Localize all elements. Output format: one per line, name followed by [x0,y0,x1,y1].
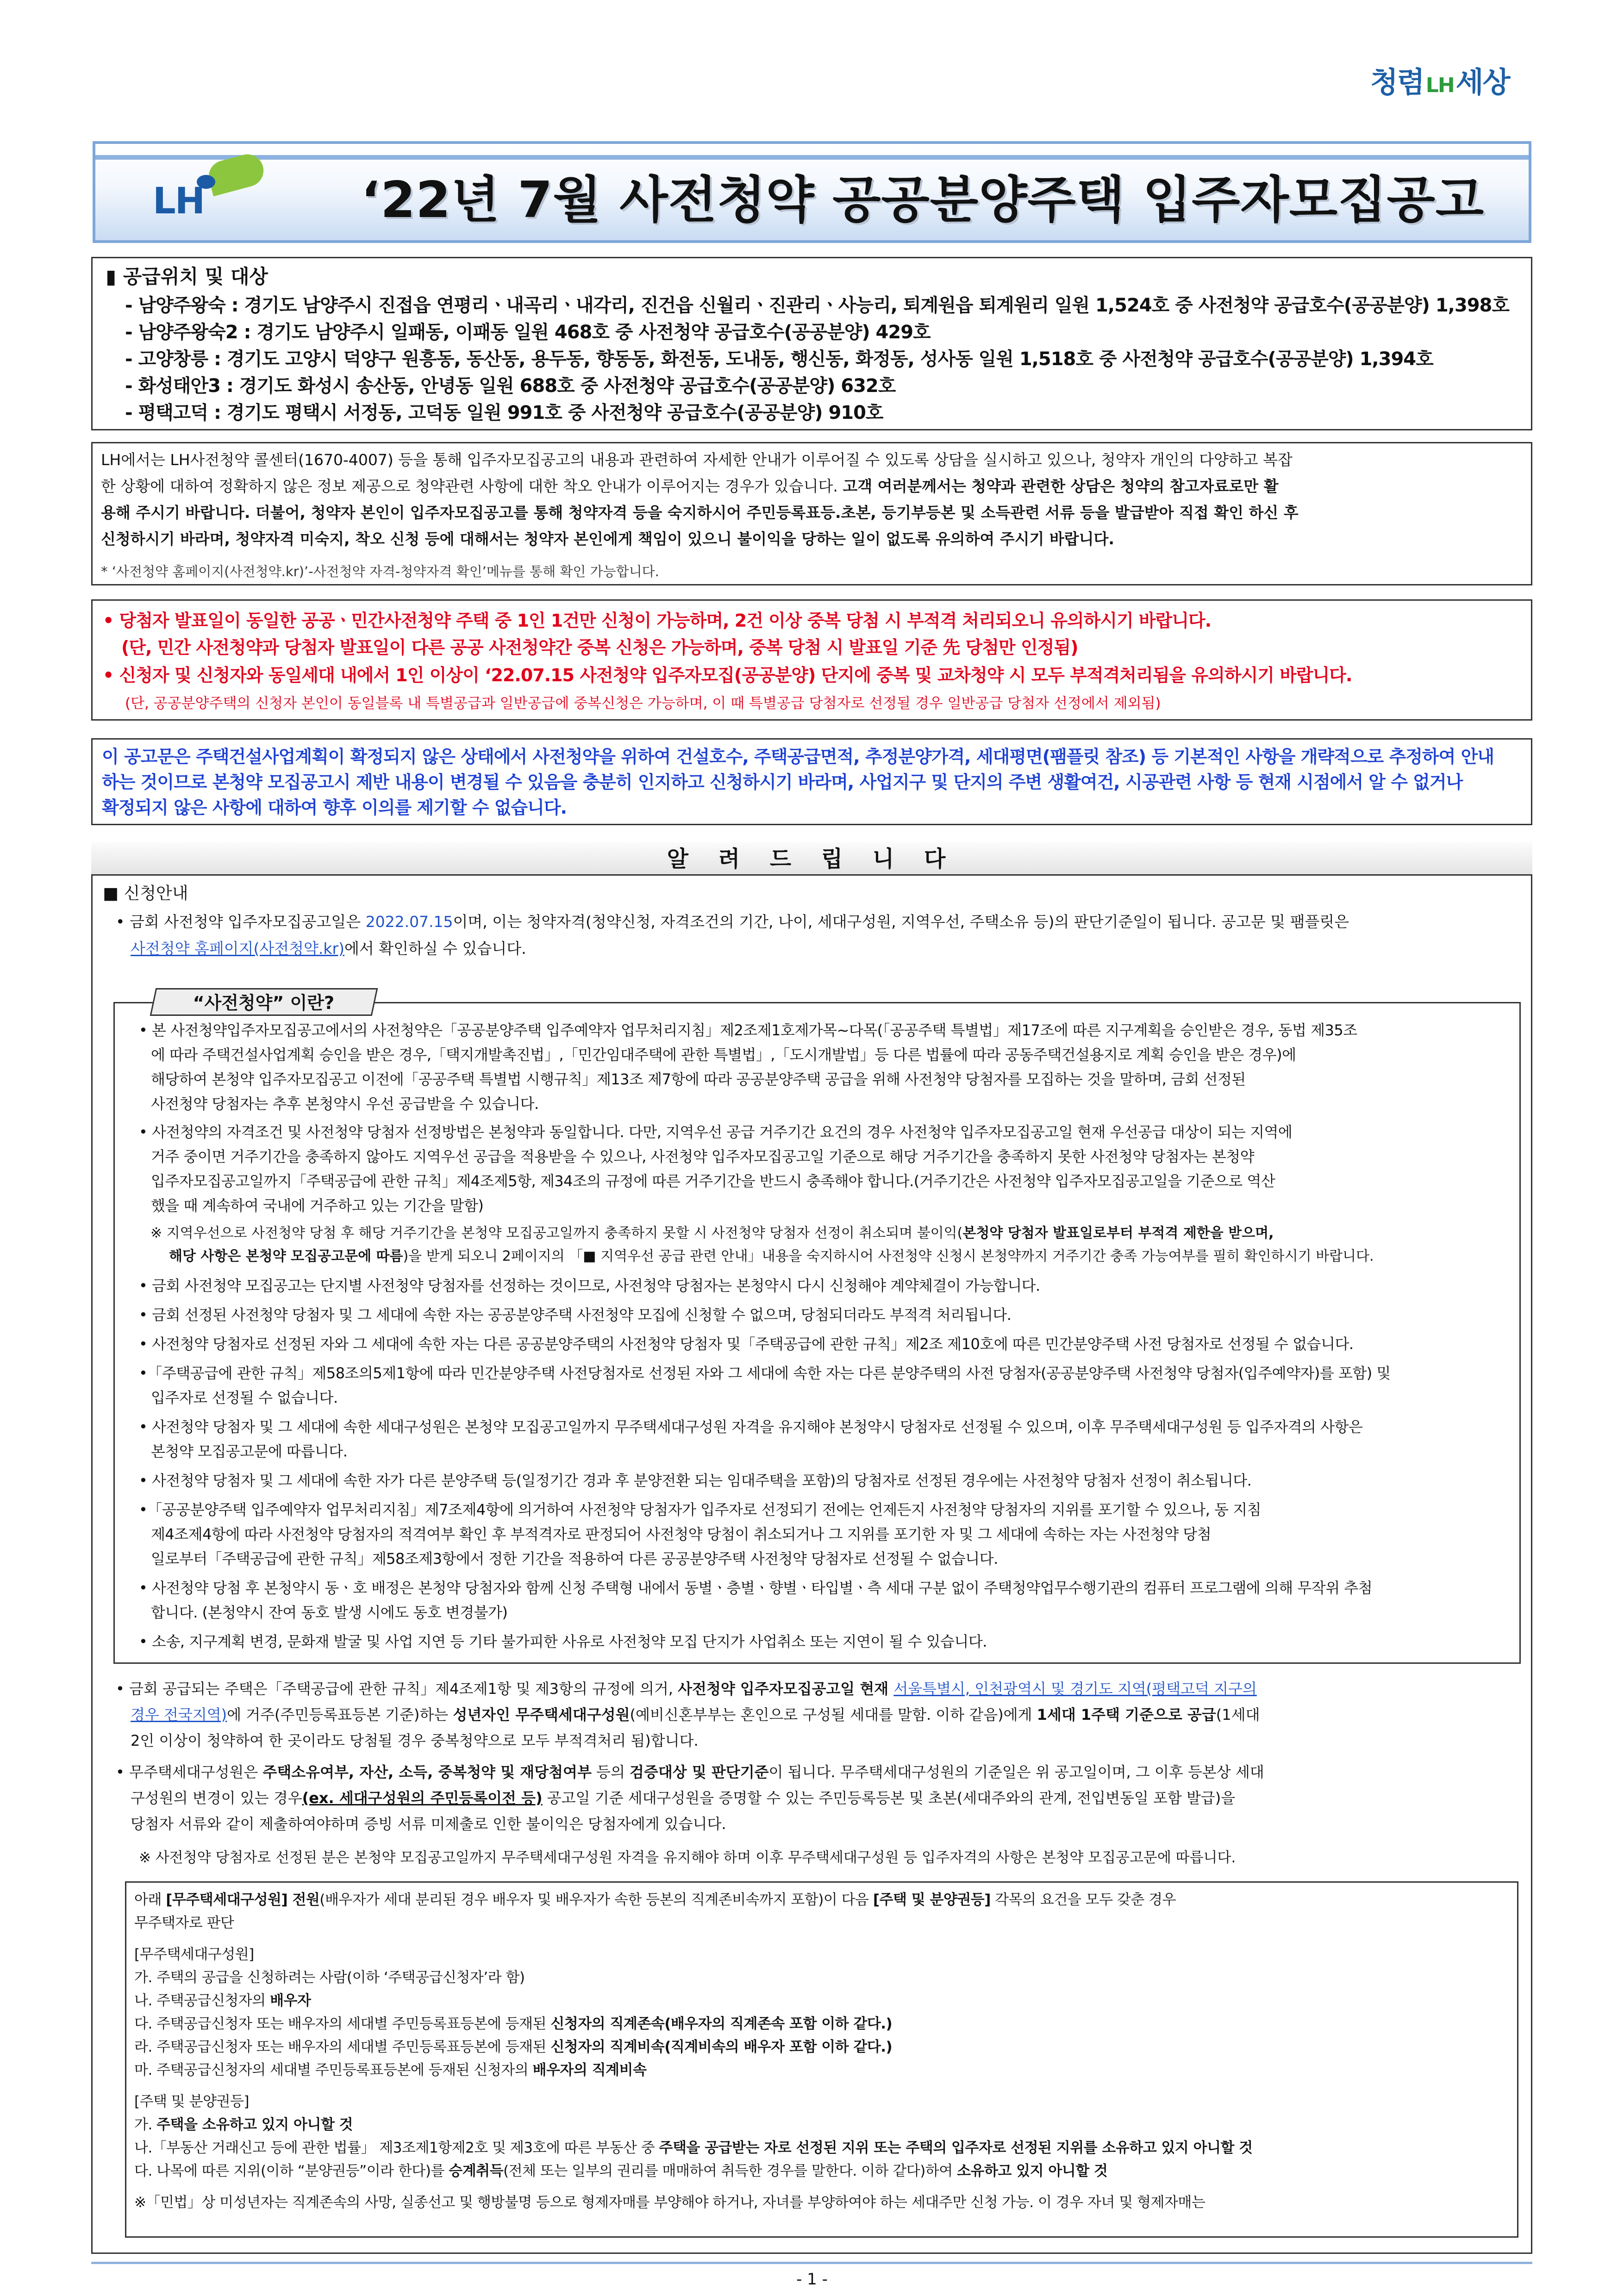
inner-line: 합니다. (본청약시 잔여 동호 발생 시에도 동호 변경불가) [151,1604,508,1621]
supply-criteria-paragraph: 경우 전국지역)에 거주(주민등록표등본 기준)하는 성년자인 무주택세대구성원(예비신혼부부는 혼인으로 구성될 세대를 말함. 이하 같음)에게 1세대 1주택 기준으로 공급(1세대 [131,1706,1260,1724]
warning-line: • 신청자 및 신청자와 동일세대 내에서 1인 이상이 ‘22.07.15 사전청약 입주자모집(공공분양) 단지에 중복 및 교차청약 시 모두 부적격처리됨을 유의하시기 바랍니다. [103,665,1352,685]
household-paragraph: • 무주택세대구성원은 주택소유여부, 자산, 소득, 중복청약 및 재당첨여부 등의 검증대상 및 판단기준이 됩니다. 무주택세대구성원의 기준일은 위 공고일이며, 그 이후 등본상 세대 [116,1763,1264,1781]
inner-line: 했을 때 계속하여 국내에 거주하고 있는 기간을 말함) [151,1197,484,1214]
inner-line: •「주택공급에 관한 규칙」제58조의5제1항에 따라 민간분양주택 사전당첨자로 선정된 자와 그 세대에 속한 자는 다른 분양주택의 사전 당첨자(공공분양주택 사전청약 당첨자(입주예약자)를 포함) 및 [139,1364,1391,1382]
announce-paragraph: • 금회 사전청약 입주자모집공고일은 2022.07.15이며, 이는 청약자격(청약신청, 자격조건의 기간, 나이, 세대구성원, 지역우선, 주택소유 등)의 판단기준일이 됩니다. 공고문 및 팸플릿은 [116,913,1349,931]
footer-divider [91,2262,1532,2264]
supply-criteria-paragraph: • 금회 공급되는 주택은「주택공급에 관한 규칙」제4조제1항 및 제3항의 규정에 의거, 사전청약 입주자모집공고일 현재 서울특별시, 인천광역시 및 경기도 지역(평택고덕 지구의 [116,1680,1257,1698]
inner-line: • 소송, 지구계획 변경, 문화재 발굴 및 사업 지연 등 기타 불가피한 사유로 사전청약 모집 단지가 사업취소 또는 지연이 될 수 있습니다. [139,1633,987,1650]
supply-item: - 남양주왕숙 : 경기도 남양주시 진접읍 연평리ㆍ내곡리ㆍ내각리, 진건읍 신월리ㆍ진관리ㆍ사능리, 퇴계원읍 퇴계원리 일원 1,524호 중 사전청약 공급호수(공공분양) 1,398호 [125,295,1510,316]
inner-line: 사전청약 당첨자는 추후 본청약시 우선 공급받을 수 있습니다. [151,1095,539,1113]
inner-line: • 사전청약 당첨자 및 그 세대에 속한 자가 다른 분양주택 등(일정기간 경과 후 분양전환 되는 임대주택을 포함)의 당첨자로 선정된 경우에는 사전청약 당첨자 선정이 취소됩니다. [139,1472,1252,1489]
criteria-line: 아래 [무주택세대구성원] 전원(배우자가 세대 분리된 경우 배우자 및 배우자가 속한 등본의 직계존비속까지 포함)이 다음 [주택 및 분양권등] 각목의 요건을 모두 갖춘 경우 [134,1892,1176,1908]
notice-line: 용해 주시기 바랍니다. 더불어, 청약자 본인이 입주자모집공고를 통해 청약자격 등을 숙지하시어 주민등록표등.초본, 등기부등본 및 소득관련 서류 등을 발급받아 직접 확인 하신 후 [101,504,1299,522]
lh-logo [153,153,282,227]
criteria-item: 다. 나목에 따른 지위(이하 “분양권등”이라 한다)를 승계취득(전체 또는 일부의 권리를 매매하여 취득한 경우를 말한다. 이하 같다)하여 소유하고 있지 아니할 것 [134,2163,1108,2179]
criteria-heading: [무주택세대구성원] [134,1946,254,1963]
inner-line: 본청약 모집공고문에 따릅니다. [151,1443,348,1460]
supply-criteria-paragraph: 2인 이상이 청약하여 한 곳이라도 당첨될 경우 중복청약으로 모두 부적격처리 됨)합니다. [131,1732,699,1749]
lh-leaf-icon [205,151,267,197]
household-paragraph: 구성원의 변경이 있는 경우(ex. 세대구성원의 주민등록이전 등) 공고일 기준 세대구성원을 증명할 수 있는 주민등록등본 및 초본(세대주와의 관계, 전입변동일 포함 발급)을 [131,1789,1236,1807]
slogan-left: 청렴 [1370,65,1424,99]
inner-note: ※ 지역우선으로 사전청약 당첨 후 해당 거주기간을 본청약 모집공고일까지 충족하지 못할 시 사전청약 당첨자 선정이 취소되며 불이익(본청약 당첨자 발표일로부터 부적격 제한을 받으며, [150,1225,1274,1241]
criteria-item: 나. 주택공급신청자의 배우자 [134,1992,311,2009]
inner-line: • 금회 선정된 사전청약 당첨자 및 그 세대에 속한 자는 공공분양주택 사전청약 모집에 신청할 수 없으며, 당첨되더라도 부적격 처리됩니다. [139,1306,1012,1324]
criteria-item: 다. 주택공급신청자 또는 배우자의 세대별 주민등록표등본에 등재된 신청자의 직계존속(배우자의 직계존속 포함 이하 같다.) [134,2016,893,2032]
inner-line: • 사전청약 당첨자 및 그 세대에 속한 세대구성원은 본청약 모집공고일까지 무주택세대구성원 자격을 유지해야 본청약시 당첨자로 선정될 수 있으며, 이후 무주택세대구성원 등 입주자격의 사항은 [139,1418,1363,1436]
inner-line: 일로부터「주택공급에 관한 규칙」제58조제3항에서 정한 기간을 적용하여 다른 공공분양주택 사전청약 당첨자로 선정될 수 없습니다. [151,1550,998,1568]
homepage-link[interactable]: 사전청약 홈페이지(사전청약.kr) [131,940,344,958]
warning-line: (단, 민간 사전청약과 당첨자 발표일이 다른 공공 사전청약간 중복 신청은 가능하며, 중복 당첨 시 발표일 기준 先 당첨만 인정됨) [121,637,1078,658]
warning-line: (단, 공공분양주택의 신청자 본인이 동일블록 내 특별공급과 일반공급에 중복신청은 가능하며, 이 때 특별공급 당첨자로 선정될 경우 일반공급 당첨자 선정에서 제외됨) [125,695,1161,712]
household-paragraph: 당첨자 서류와 같이 제출하여야하며 증빙 서류 미제출로 인한 불이익은 당첨자에게 있습니다. [131,1815,726,1833]
criteria-line: 무주택자로 판단 [134,1915,234,1931]
page-number: - 1 - [796,2270,828,2289]
inner-line: 제4조제4항에 따라 사전청약 당첨자의 적격여부 확인 후 부적격자로 판정되어 사전청약 당첨이 취소되거나 그 지위를 포기한 자 및 그 세대에 속하는 자는 사전청약 당첨 [151,1525,1212,1543]
slogan-mark: LH [1425,74,1454,97]
section-label: ■ 신청안내 [103,884,188,903]
estimate-line: 하는 것이므로 본청약 모집공고시 제반 내용이 변경될 수 있음을 충분히 인지하고 신청하시기 바라며, 사업지구 및 단지의 주변 생활여건, 시공관련 사항 등 현재 시점에서 알 수 없거나 [102,772,1463,792]
warning-line: • 당첨자 발표일이 동일한 공공ㆍ민간사전청약 주택 중 1인 1건만 신청이 가능하며, 2건 이상 중복 당첨 시 부적격 처리되오니 유의하시기 바랍니다. [103,610,1212,631]
announcement-heading: 알 려 드 립 니 다 [91,842,1532,876]
supply-item: - 평택고덕 : 경기도 평택시 서정동, 고덕동 일원 991호 중 사전청약 공급호수(공공분양) 910호 [125,402,883,423]
supply-heading: ▮ 공급위치 및 대상 [106,265,268,288]
criteria-item: 가. 주택의 공급을 신청하려는 사람(이하 ‘주택공급신청자’라 함) [134,1969,525,1986]
slogan-right: 세상 [1455,65,1510,99]
supply-item: - 화성태안3 : 경기도 화성시 송산동, 안녕동 일원 688호 중 사전청약 공급호수(공공분양) 632호 [125,375,896,397]
estimate-line: 확정되지 않은 사항에 대하여 향후 이의를 제기할 수 없습니다. [102,797,567,818]
criteria-item: 라. 주택공급신청자 또는 배우자의 세대별 주민등록표등본에 등재된 신청자의 직계비속(직계비속의 배우자 포함 이하 같다.) [134,2039,893,2055]
pre-subscription-tab: “사전청약” 이란? [150,988,378,1016]
page-title: ‘22년 7월 사전청약 공공분양주택 입주자모집공고 [361,171,1485,229]
inner-line: • 금회 사전청약 모집공고는 단지별 사전청약 당첨자를 선정하는 것이므로, 사전청약 당첨자는 본청약시 다시 신청해야 계약체결이 가능합니다. [139,1277,1040,1294]
criteria-note: ※「민법」상 미성년자는 직계존속의 사망, 실종선고 및 행방불명 등으로 형제자매를 부양해야 하거나, 자녀를 부양하여야 하는 세대주만 신청 가능. 이 경우 자녀 및 형제자매는 [134,2194,1206,2211]
inner-line: • 사전청약 당첨자로 선정된 자와 그 세대에 속한 자는 다른 공공분양주택의 사전청약 당첨자 및「주택공급에 관한 규칙」제2조 제10호에 따른 민간분양주택 사전 당첨자로 선정될 수 없습니다. [139,1335,1354,1353]
criteria-item: 나.「부동산 거래신고 등에 관한 법률」 제3조제1항제2호 및 제3호에 따른 부동산 중 주택을 공급받는 자로 선정된 지위 또는 주택의 입주자로 선정된 지위를 소유하고 있지 아니할 것 [134,2140,1253,2156]
announce-paragraph: 사전청약 홈페이지(사전청약.kr)에서 확인하실 수 있습니다. [131,940,526,958]
inner-line: 입주자로 선정될 수 없습니다. [151,1389,338,1406]
inner-note: 해당 사항은 본청약 모집공고문에 따름)을 받게 되오니 2페이지의 「■ 지역우선 공급 관련 안내」내용을 숙지하시어 사전청약 신청시 본청약까지 거주기간 충족 가능여부를 필히 확인하시기 바랍니다. [169,1248,1374,1264]
notice-line: LH에서는 LH사전청약 콜센터(1670-4007) 등을 통해 입주자모집공고의 내용과 관련하여 자세한 안내가 이루어질 수 있도록 상담을 실시하고 있으나, 청약자 개인의 다양하고 복잡 [101,451,1293,469]
notice-line: 한 상황에 대하여 정확하지 않은 정보 제공으로 청약관련 사항에 대한 착오 안내가 이루어지는 경우가 있습니다. 고객 여러분께서는 청약과 관련한 상담은 청약의 참고자료로만 활 [101,477,1279,495]
estimate-line: 이 공고문은 주택건설사업계획이 확정되지 않은 상태에서 사전청약을 위하여 건설호수, 주택공급면적, 추정분양가격, 세대평면(팸플릿 참조) 등 기본적인 사항을 개략적으로 추정하여 안내 [102,747,1494,767]
inner-line: 에 따라 주택건설사업계획 승인을 받은 경우,「택지개발촉진법」,「민간임대주택에 관한 특별법」,「도시개발법」등 다른 법률에 따라 공동주택건설용지로 계획 승인을 받은 경우)에 [151,1046,1296,1064]
notice-line: 신청하시기 바라며, 청약자격 미숙지, 착오 신청 등에 대해서는 청약자 본인에게 책임이 있으니 불이익을 당하는 일이 없도록 유의하여 주시기 바랍니다. [101,530,1114,548]
inner-line: •「공공분양주택 입주예약자 업무처리지침」제7조제4항에 의거하여 사전청약 당첨자가 입주자로 선정되기 전에는 언제든지 사전청약 당첨자의 지위를 포기할 수 있으나, 동 지침 [139,1501,1262,1518]
criteria-item: 마. 주택공급신청자의 세대별 주민등록표등본에 등재된 신청자의 배우자의 직계비속 [134,2062,647,2078]
criteria-item: 가. 주택을 소유하고 있지 아니할 것 [134,2116,353,2133]
supply-item: - 고양창릉 : 경기도 고양시 덕양구 원흥동, 동산동, 용두동, 향동동, 화전동, 도내동, 행신동, 화정동, 성사동 일원 1,518호 중 사전청약 공급호수(공공분양) 1,394호 [125,348,1433,370]
slogan [1370,59,1509,100]
inner-line: 해당하여 본청약 입주자모집공고 이전에「공공주택 특별법 시행규칙」제13조 제7항에 따라 공공분양주택 공급을 위해 사전청약 당첨자를 모집하는 것을 말하며, 금회 선정된 [151,1070,1246,1088]
notice-footnote: * ‘사전청약 홈페이지(사전청약.kr)’-사전청약 자격-청약자격 확인’메뉴를 통해 확인 가능합니다. [101,564,659,579]
inner-line: • 사전청약의 자격조건 및 사전청약 당첨자 선정방법은 본청약과 동일합니다. 다만, 지역우선 공급 거주기간 요건의 경우 사전청약 입주자모집공고일 현재 우선공급 대상이 되는 지역에 [139,1123,1293,1141]
inner-line: 입주자모집공고일까지「주택공급에 관한 규칙」제4조제5항, 제34조의 규정에 따른 거주기간을 반드시 충족해야 합니다.(거주기간은 사전청약 입주자모집공고일을 기준으로 역산 [151,1172,1275,1190]
criteria-heading: [주택 및 분양권등] [134,2093,250,2110]
inner-line: • 사전청약 당첨 후 본청약시 동ㆍ호 배정은 본청약 당첨자와 함께 신청 주택형 내에서 동별ㆍ층별ㆍ향별ㆍ타입별ㆍ측 세대 구분 없이 주택청약업무수행기관의 컴퓨터 프로그램에 의해 무작위 추첨 [139,1579,1373,1597]
inner-line: • 본 사전청약입주자모집공고에서의 사전청약은「공공분양주택 입주예약자 업무처리지침」제2조제1호제가목~다목(「공공주택 특별법」제17조에 따른 지구계획을 승인받은 경우, 동법 제35조 [139,1021,1357,1039]
supply-item: - 남양주왕숙2 : 경기도 남양주시 일패동, 이패동 일원 468호 중 사전청약 공급호수(공공분양) 429호 [125,322,931,343]
household-note: ※ 사전청약 당첨자로 선정된 분은 본청약 모집공고일까지 무주택세대구성원 자격을 유지해야 하며 이후 무주택세대구성원 등 입주자격의 사항은 본청약 모집공고문에 따릅니다. [139,1849,1236,1866]
lh-logo-text: LH [153,180,204,222]
inner-line: 거주 중이면 거주기간을 충족하지 않아도 지역우선 공급을 적용받을 수 있으나, 사전청약 입주자모집공고일 기준으로 해당 거주기간을 충족하지 못한 사전청약 당첨자는 본청약 [151,1148,1255,1165]
